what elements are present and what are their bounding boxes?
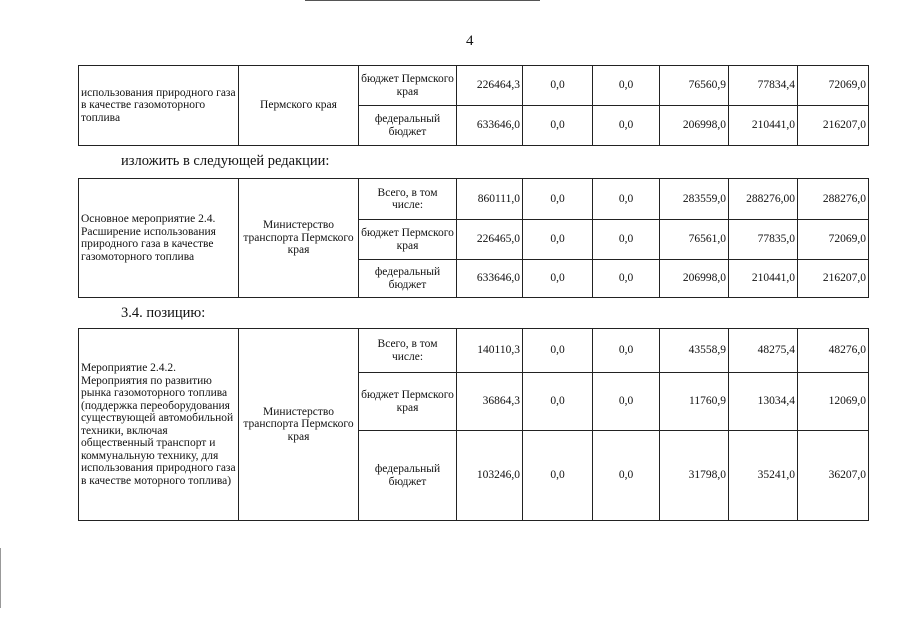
funding-source: Всего, в том числе:: [359, 329, 457, 373]
value-year: 76560,9: [660, 66, 729, 106]
value-year: 206998,0: [660, 260, 729, 298]
value-year: 43558,9: [660, 329, 729, 373]
value-year: 76561,0: [660, 220, 729, 260]
table-row: [79, 179, 869, 220]
value-year: 206998,0: [660, 106, 729, 146]
instruction-position: 3.4. позицию:: [121, 305, 206, 321]
value-year: 0,0: [523, 220, 593, 260]
value-year: 0,0: [523, 66, 593, 106]
budget-table-position: [78, 328, 869, 521]
responsible-organization: Министерство транспорта Пермского края: [239, 329, 359, 521]
value-year: 35241,0: [729, 431, 798, 521]
funding-source: бюджет Пермского края: [359, 66, 457, 106]
page-number: 4: [466, 33, 474, 49]
value-year: 48275,4: [729, 329, 798, 373]
value-year: 210441,0: [729, 260, 798, 298]
value-year: 77834,4: [729, 66, 798, 106]
value-year: 0,0: [593, 66, 660, 106]
activity-description: использования природного газа в качестве газомоторного топлива: [79, 66, 239, 146]
value-year: 0,0: [523, 373, 593, 431]
value-year: 210441,0: [729, 106, 798, 146]
value-total: 633646,0: [457, 260, 523, 298]
budget-table-new: [78, 178, 869, 298]
value-total: 36864,3: [457, 373, 523, 431]
value-year: 0,0: [593, 260, 660, 298]
instruction-new-edition: изложить в следующей редакции:: [121, 153, 330, 169]
value-year: 0,0: [593, 106, 660, 146]
value-year: 0,0: [593, 179, 660, 220]
funding-source: бюджет Пермского края: [359, 373, 457, 431]
value-total: 103246,0: [457, 431, 523, 521]
value-total: 860111,0: [457, 179, 523, 220]
value-year: 77835,0: [729, 220, 798, 260]
value-year: 0,0: [523, 179, 593, 220]
value-year: 13034,4: [729, 373, 798, 431]
value-year: 36207,0: [798, 431, 869, 521]
value-year: 72069,0: [798, 66, 869, 106]
value-year: 0,0: [593, 329, 660, 373]
value-total: 226465,0: [457, 220, 523, 260]
value-year: 288276,00: [729, 179, 798, 220]
value-year: 0,0: [523, 329, 593, 373]
table-row: [79, 66, 869, 106]
value-year: 216207,0: [798, 106, 869, 146]
value-year: 72069,0: [798, 220, 869, 260]
value-year: 0,0: [523, 260, 593, 298]
value-year: 0,0: [523, 431, 593, 521]
value-year: 283559,0: [660, 179, 729, 220]
value-year: 12069,0: [798, 373, 869, 431]
top-rule: [305, 0, 540, 2]
funding-source: федеральный бюджет: [359, 106, 457, 146]
value-year: 0,0: [593, 373, 660, 431]
budget-table-old: [78, 65, 869, 146]
value-total: 226464,3: [457, 66, 523, 106]
value-year: 0,0: [593, 220, 660, 260]
funding-source: федеральный бюджет: [359, 431, 457, 521]
value-year: 288276,0: [798, 179, 869, 220]
responsible-organization: Министерство транспорта Пермского края: [239, 179, 359, 298]
value-total: 633646,0: [457, 106, 523, 146]
value-year: 48276,0: [798, 329, 869, 373]
funding-source: бюджет Пермского края: [359, 220, 457, 260]
value-year: 31798,0: [660, 431, 729, 521]
responsible-organization: Пермского края: [239, 66, 359, 146]
scan-margin-mark: [0, 548, 2, 608]
value-year: 216207,0: [798, 260, 869, 298]
value-year: 11760,9: [660, 373, 729, 431]
funding-source: федеральный бюджет: [359, 260, 457, 298]
activity-description: Основное мероприятие 2.4. Расширение использования природного газа в качестве газомоторного топлива: [79, 179, 239, 298]
table-row: [79, 329, 869, 373]
value-total: 140110,3: [457, 329, 523, 373]
value-year: 0,0: [523, 106, 593, 146]
value-year: 0,0: [593, 431, 660, 521]
activity-description: Мероприятие 2.4.2. Мероприятия по развитию рынка газомоторного топлива (поддержка переоборудования существующей автомобильной техники, включая общественный транспорт и коммунальную технику, для использования природного газа в качестве моторного топлива): [79, 329, 239, 521]
funding-source: Всего, в том числе:: [359, 179, 457, 220]
